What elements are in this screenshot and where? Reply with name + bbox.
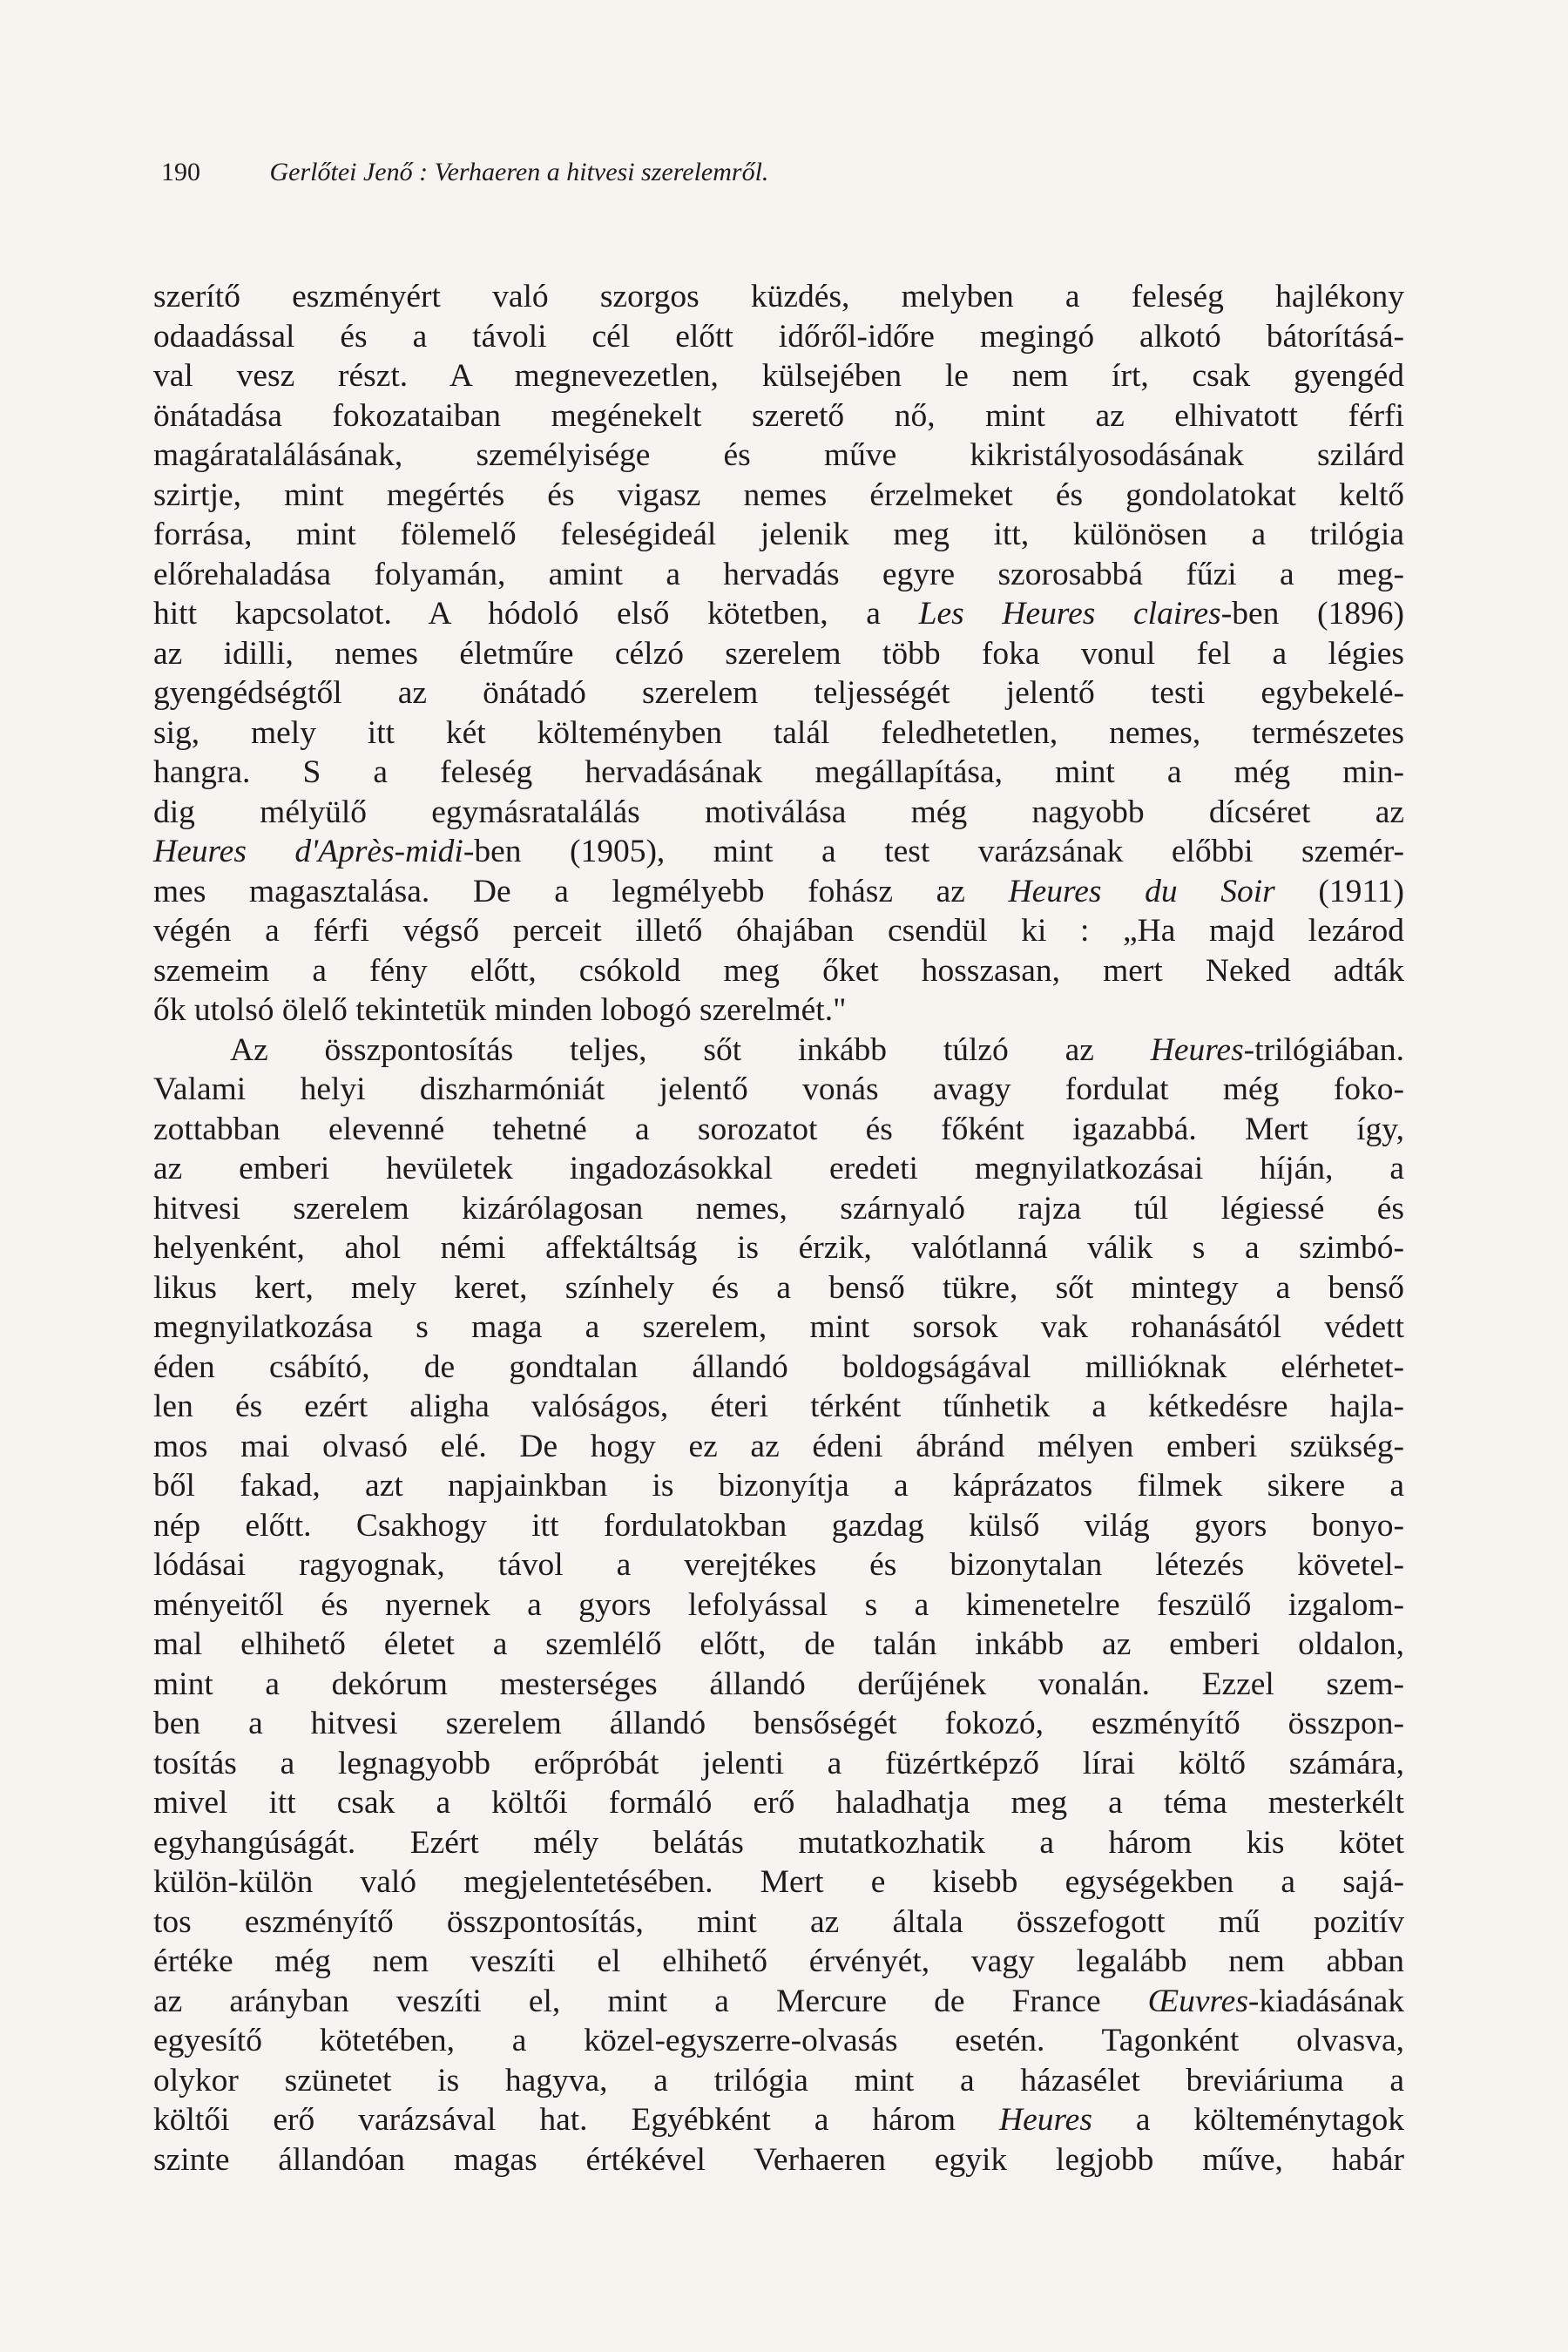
text-segment: -kiadásának <box>1247 1983 1404 2019</box>
text-segment: az arányban veszíti el, mint a Mercure de France <box>153 1983 1148 2019</box>
text-line <box>153 1268 1404 1308</box>
text-line <box>153 317 1404 357</box>
text-segment: forrása, mint fölemelő feleségideál jelenik meg itt, különösen a trilógia <box>153 517 1404 552</box>
text-segment: zottabban elevenné tehetné a sorozatot és főként igazabbá. Mert így, <box>153 1111 1404 1147</box>
text-segment: dig mélyülő egymásratalálás motiválása még nagyobb dícséret az <box>153 794 1404 830</box>
italic-title-segment: Heures du Soir <box>1008 873 1275 909</box>
text-line <box>153 396 1404 436</box>
italic-title-segment: Les Heures claires <box>918 596 1221 632</box>
text-line <box>153 2061 1404 2101</box>
text-line <box>153 436 1404 476</box>
text-segment: megnyilatkozása s maga a szerelem, mint sorsok vak rohanásától védett <box>153 1309 1404 1345</box>
text-segment: ből fakad, azt napjainkban is bizonyítja a káprázatos filmek sikere a <box>153 1468 1404 1504</box>
text-segment: likus kert, mely keret, színhely és a benső tükre, sőt mintegy a benső <box>153 1269 1404 1306</box>
text-line <box>153 1070 1404 1110</box>
text-line <box>153 1308 1404 1348</box>
text-line <box>153 951 1404 991</box>
text-segment: a költeménytagok <box>1092 2102 1404 2138</box>
text-line <box>153 1149 1404 1189</box>
text-line <box>153 2021 1404 2061</box>
text-segment: lódásai ragyognak, távol a verejtékes és bizonytalan létezés követel- <box>153 1547 1404 1583</box>
text-line <box>153 1665 1404 1705</box>
text-line <box>153 1585 1404 1625</box>
running-head <box>161 155 768 190</box>
text-line <box>153 673 1404 713</box>
text-line <box>153 713 1404 754</box>
text-segment: -ben (1905), mint a test varázsának előbbi szemér- <box>463 834 1404 869</box>
text-segment: külön-külön való megjelentetésében. Mert e kisebb egységekben a sajá- <box>153 1864 1404 1900</box>
text-line <box>153 1942 1404 1982</box>
text-segment: értéke még nem veszíti el elhihető érvényét, vagy legalább nem abban <box>153 1943 1404 1979</box>
body-text <box>153 277 1404 2180</box>
text-segment: sig, mely itt két költeményben talál feledhetetlen, nemes, természetes <box>153 714 1404 751</box>
italic-title-segment: Heures d'Après-midi <box>153 834 463 869</box>
text-segment: önátadása fokozataiban megénekelt szerető nő, mint az elhivatott férfi <box>153 397 1404 434</box>
text-line <box>153 476 1404 516</box>
text-segment: -trilógiában. <box>1243 1031 1404 1068</box>
text-segment: tosítás a legnagyobb erőpróbát jelenti a füzértképző lírai költő számára, <box>153 1745 1404 1781</box>
text-segment: odaadással és a távoli cél előtt időről-időre megingó alkotó bátorításá- <box>153 318 1404 355</box>
text-segment: mint a dekórum mesterséges állandó derűjének vonalán. Ezzel szem- <box>153 1666 1404 1702</box>
text-segment: len és ezért aligha valóságos, éteri térként tűnhetik a kétkedésre hajla- <box>153 1389 1404 1424</box>
text-segment: nép előtt. Csakhogy itt fordulatokban gazdag külső világ gyors bonyo- <box>153 1507 1404 1544</box>
text-line <box>153 990 1404 1031</box>
text-segment: költői erő varázsával hat. Egyébként a három <box>153 2102 999 2138</box>
italic-title-segment: Heures <box>999 2102 1092 2138</box>
text-segment: ben a hitvesi szerelem állandó bensőségét fokozó, eszményítő összpon- <box>153 1706 1404 1741</box>
text-segment: hangra. S a feleség hervadásának megállapítása, mint a még min- <box>153 754 1404 790</box>
text-line <box>153 1506 1404 1546</box>
text-segment: Az összpontosítás teljes, sőt inkább túlzó az <box>230 1031 1151 1068</box>
text-line <box>153 1387 1404 1427</box>
text-line <box>153 1189 1404 1229</box>
text-line <box>153 1862 1404 1903</box>
text-line <box>153 1545 1404 1585</box>
text-line <box>153 594 1404 634</box>
text-segment: ők utolsó ölelő tekintetük minden lobogó szerelmét." <box>153 992 847 1028</box>
text-line <box>153 1903 1404 1943</box>
text-segment: szirtje, mint megértés és vigasz nemes érzelmeket és gondolatokat keltő <box>153 476 1404 513</box>
text-segment: mivel itt csak a költői formáló erő haladhatja meg a téma mesterkélt <box>153 1785 1404 1821</box>
text-line <box>153 1348 1404 1388</box>
running-title: Gerlőtei Jenő : Verhaeren a hitvesi szerelemről. <box>269 158 769 186</box>
text-segment: éden csábító, de gondtalan állandó boldogságával millióknak elérhetet- <box>153 1348 1404 1385</box>
text-line <box>153 515 1404 555</box>
text-line <box>153 1031 1404 1071</box>
text-line <box>153 2100 1404 2140</box>
text-segment: (1911) <box>1274 873 1404 909</box>
text-segment: az emberi hevületek ingadozásokkal eredeti megnyilatkozásai híján, a <box>153 1151 1404 1186</box>
text-segment: helyenként, ahol némi affektáltság is érzik, valótlanná válik s a szimbó- <box>153 1230 1404 1266</box>
text-segment: mal elhihető életet a szemlélő előtt, de talán inkább az emberi oldalon, <box>153 1626 1404 1662</box>
text-line <box>153 277 1404 317</box>
text-line <box>153 1704 1404 1744</box>
text-line <box>153 1427 1404 1467</box>
text-segment: előrehaladása folyamán, amint a hervadás egyre szorosabbá fűzi a meg- <box>153 556 1404 592</box>
text-segment: Valami helyi diszharmóniát jelentő vonás avagy fordulat még foko- <box>153 1071 1404 1107</box>
text-segment: mos mai olvasó elé. De hogy ez az édeni ábránd mélyen emberi szükség- <box>153 1428 1404 1464</box>
text-segment: gyengédségtől az önátadó szerelem teljességét jelentő testi egybekelé- <box>153 675 1404 711</box>
italic-title-segment: Heures <box>1150 1031 1244 1068</box>
text-line <box>153 1466 1404 1506</box>
text-line <box>153 555 1404 595</box>
text-segment: mes magasztalása. De a legmélyebb fohász az <box>153 873 1009 909</box>
text-line <box>153 1783 1404 1823</box>
text-segment: hitvesi szerelem kizárólagosan nemes, szárnyaló rajza túl légiessé és <box>153 1190 1404 1227</box>
text-segment: tos eszményítő összpontosítás, mint az általa összefogott mű pozitív <box>153 1903 1404 1940</box>
text-segment: végén a férfi végső perceit illető óhajában csendül ki : „Ha majd lezárod <box>153 913 1404 949</box>
text-line <box>153 872 1404 912</box>
text-line <box>153 1228 1404 1268</box>
text-line <box>153 1625 1404 1665</box>
italic-title-segment: Œuvres <box>1147 1983 1248 2019</box>
text-line <box>153 356 1404 396</box>
text-line <box>153 2140 1404 2180</box>
text-segment: egyhangúságát. Ezért mély belátás mutatkozhatik a három kis kötet <box>153 1824 1404 1861</box>
text-line <box>153 1823 1404 1863</box>
text-segment: az idilli, nemes életműre célzó szerelem több foka vonul fel a légies <box>153 635 1404 672</box>
text-line <box>153 1744 1404 1784</box>
text-segment: val vesz részt. A megnevezetlen, külsejében le nem írt, csak gyengéd <box>153 358 1404 394</box>
text-segment: szinte állandóan magas értékével Verhaeren egyik legjobb műve, habár <box>153 2141 1404 2178</box>
text-segment: szerítő eszményért való szorgos küzdés, melyben a feleség hajlékony <box>153 279 1404 314</box>
text-line <box>153 634 1404 674</box>
text-segment: olykor szünetet is hagyva, a trilógia mint a házasélet breviáriuma a <box>153 2062 1404 2099</box>
text-line <box>153 793 1404 833</box>
text-segment: -ben (1896) <box>1220 596 1404 632</box>
page-number: 190 <box>161 158 200 186</box>
text-segment: ményeitől és nyernek a gyors lefolyással s a kimenetelre feszülő izgalom- <box>153 1586 1404 1623</box>
text-line <box>153 753 1404 793</box>
text-line <box>153 1982 1404 2022</box>
text-segment: hitt kapcsolatot. A hódoló első kötetben, a <box>153 596 919 632</box>
text-line <box>153 1110 1404 1150</box>
text-segment: magáratalálásának, személyisége és műve kikristályosodásának szilárd <box>153 437 1404 473</box>
text-segment: egyesítő kötetében, a közel-egyszerre-olvasás esetén. Tagonként olvasva, <box>153 2023 1404 2058</box>
text-line <box>153 832 1404 872</box>
text-line <box>153 911 1404 951</box>
text-segment: szemeim a fény előtt, csókold meg őket hosszasan, mert Neked adták <box>153 952 1404 989</box>
